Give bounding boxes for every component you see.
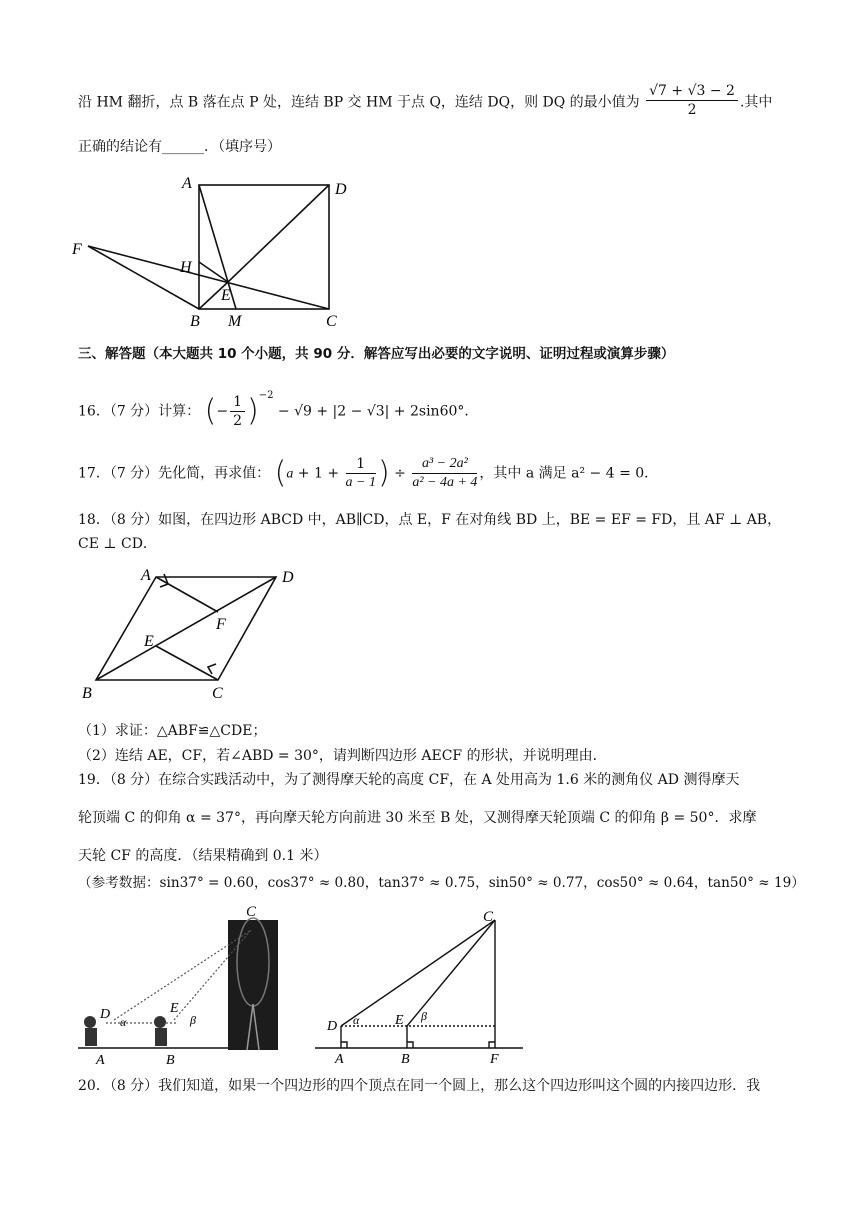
q15-figure	[70, 170, 370, 330]
label-f: F	[72, 241, 82, 258]
diagram-label-e: E	[395, 1013, 404, 1028]
q15-min-value-denominator: 2	[687, 102, 697, 118]
label-b: B	[190, 313, 200, 330]
diagram-label-c: C	[483, 909, 494, 925]
line-fb	[88, 246, 199, 309]
label-d: D	[282, 569, 294, 586]
label-e: E	[221, 287, 231, 304]
q17-frac1-den: a − 1	[345, 475, 376, 490]
q17-frac2	[412, 455, 477, 492]
q18-figure	[76, 560, 316, 710]
q18-line2: CE ⊥ CD．	[78, 536, 157, 552]
q15-line1-text: 沿 HM 翻折，点 B 落在点 P 处，连结 BP 交 HM 于点 Q，连结 DQ，则 DQ 的最小值为	[78, 94, 640, 111]
label-d: D	[335, 181, 347, 198]
label-a: A	[141, 567, 151, 584]
q19-reference: （参考数据：sin37° = 0.60，cos37° ≈ 0.80，tan37° ≈ 0.75，sin50° ≈ 0.77，cos50° ≈ 0.64，tan50° ≈ 19）	[78, 875, 805, 891]
q16-exponent: −2	[258, 389, 274, 401]
q17-prefix: 17．（7 分）先化简，再求值：	[78, 465, 271, 482]
line-af	[156, 577, 218, 612]
label-c: C	[212, 685, 223, 702]
q19-photo-illustration	[76, 900, 296, 1068]
q16-base-den: 2	[233, 413, 242, 429]
label-e: E	[144, 633, 154, 650]
q16-base-num: 1	[230, 393, 245, 412]
section3-heading: 三、解答题（本大题共 10 个小题，共 90 分．解答应写出必要的文字说明、证明过程或演算步骤）	[78, 346, 675, 362]
right-angle-a	[341, 1042, 347, 1048]
q17-frac1	[346, 455, 376, 492]
diagram-label-beta: β	[421, 1009, 427, 1023]
q15-line2: 正确的结论有______．（填序号）	[78, 139, 281, 155]
label-b: B	[82, 685, 92, 702]
q15-line1-tail: .其中	[739, 94, 773, 111]
q18-part2: （2）连结 AE，CF，若∠ABD = 30°，请判断四边形 AECF 的形状，并说明理由．	[78, 748, 607, 764]
photo-label-b: B	[166, 1053, 175, 1068]
label-m: M	[228, 313, 242, 330]
q19-geometric-diagram	[313, 904, 533, 1067]
right-angle-f	[489, 1042, 495, 1048]
q17-frac2-den: a² − 4a + 4	[412, 475, 478, 490]
q16-rest: − √9 + |2 − √3| + 2sin60°．	[277, 403, 479, 420]
photo-label-e: E	[170, 1001, 179, 1016]
diagonal-bd	[96, 577, 276, 680]
right-angle-c	[208, 664, 216, 674]
diagram-label-alpha: α	[353, 1013, 360, 1027]
q19-line1: 19．（8 分）在综合实践活动中，为了测得摩天轮的高度 CF，在 A 处用高为 1.6 米的测角仪 AD 测得摩天	[78, 772, 740, 788]
photo-label-beta: β	[190, 1013, 196, 1027]
photo-label-d: D	[100, 1007, 111, 1022]
diagram-label-a: A	[335, 1052, 344, 1067]
q16-line: 16．（7 分）计算： (− $\frac{1}{2}$ )$^{-2}$ − √9 + |2 − √3| + 2sin60°．	[78, 389, 479, 429]
q19-line3: 天轮 CF 的高度．（结果精确到 0.1 米）	[78, 848, 328, 864]
line-dc	[341, 920, 495, 1026]
q17-frac1-num: 1	[346, 455, 376, 474]
q18-part1: （1）求证：△ABF≌△CDE；	[78, 723, 267, 739]
q15-line1	[78, 84, 772, 121]
line-ae	[199, 185, 228, 282]
label-a: A	[182, 175, 192, 192]
q16-prefix: 16．（7 分）计算：	[78, 403, 201, 420]
photo-label-alpha: α	[120, 1015, 127, 1029]
label-c: C	[326, 313, 337, 330]
diagram-label-b: B	[401, 1052, 410, 1067]
diagram-label-f: F	[490, 1052, 499, 1067]
photo-label-a: A	[96, 1053, 105, 1068]
q19-line2: 轮顶端 C 的仰角 α = 37°，再向摩天轮方向前进 30 米至 B 处，又测得摩天轮顶端 C 的仰角 β = 50°．求摩	[78, 810, 757, 826]
q17-line: 17．（7 分）先化简，再求值： (a + 1 + $\frac{1}{a - 1}$ ) ÷ $\frac{\text{a³ − 2a²}}{\text{a² − 4a + 4}}$ ，其中 a 满足 a² − 4 = 0．	[78, 455, 659, 491]
label-f: F	[216, 616, 226, 633]
right-angle-b	[407, 1042, 413, 1048]
q20-line1: 20．（8 分）我们知道，如果一个四边形的四个顶点在同一个圆上，那么这个四边形叫这个圆的内接四边形．我	[78, 1078, 761, 1094]
line-de	[228, 185, 329, 282]
q15-min-value-fraction	[646, 82, 738, 119]
diagram-label-d: D	[327, 1019, 338, 1034]
photo-label-c: C	[246, 904, 257, 920]
q15-min-value-numerator: √7 + √3 − 2	[646, 82, 738, 101]
q17-frac2-num: a³ − 2a²	[412, 455, 477, 474]
label-h: H	[180, 259, 192, 276]
line-ce	[156, 646, 218, 680]
q17-suffix: ，其中 a 满足 a² − 4 = 0．	[479, 465, 659, 482]
q16-base-fraction	[230, 393, 245, 430]
q18-line1: 18．（8 分）如图，在四边形 ABCD 中，AB∥CD，点 E，F 在对角线 BD 上，BE = EF = FD，且 AF ⊥ AB，	[78, 512, 782, 528]
